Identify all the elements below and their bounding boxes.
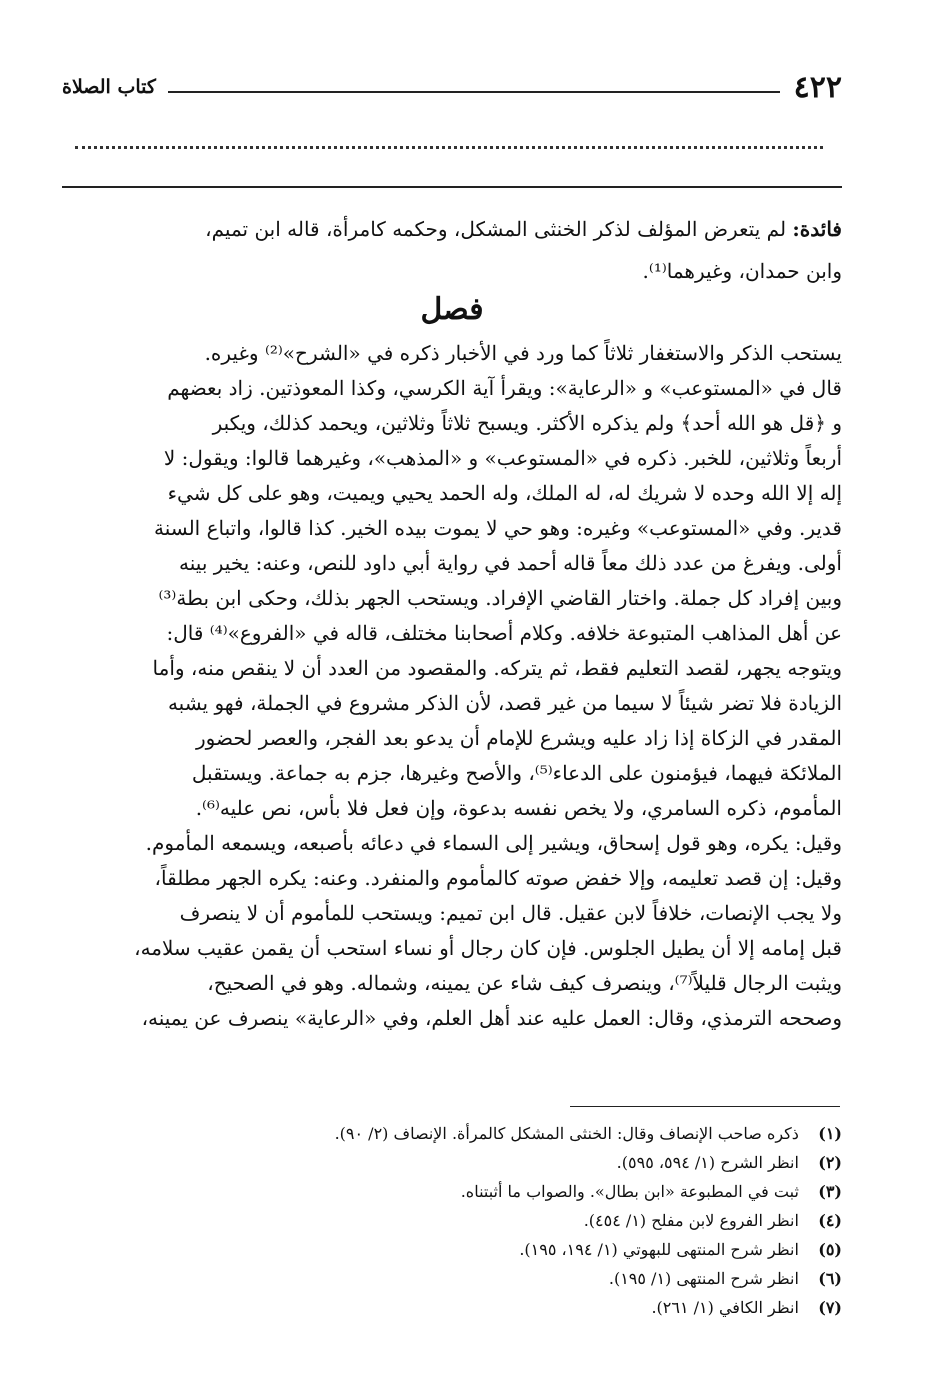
note-text: لم يتعرض المؤلف لذكر الخنثى المشكل، وحكمه كامرأة، قاله ابن تميم، <box>205 217 793 241</box>
note-line-2: وابن حمدان، وغيرهما⁽¹⁾. <box>642 259 842 283</box>
footnote-rule <box>570 1106 840 1107</box>
note-label: فائدة: <box>792 217 842 241</box>
running-title: كتاب الصلاة <box>62 76 156 98</box>
text-line: ويتوجه يجهر، لقصد التعليم فقط، ثم يتركه. والمقصود من العدد أن لا ينقص منه، وأما <box>152 656 842 680</box>
text-line: المقدر في الزكاة إذا زاد عليه ويشرع للإمام أن يدعو بعد الفجر، والعصر لحضور <box>196 726 842 750</box>
separator-rule <box>62 186 842 188</box>
footnote-text: انظر الكافي (١/ ٢٦١). <box>651 1298 799 1317</box>
text-line: إله إلا الله وحده لا شريك له، له الملك، وله الحمد يحيي ويميت، وهو على كل شيء <box>167 481 842 505</box>
footnote-number: (٥) <box>818 1240 842 1259</box>
footnote <box>62 1148 842 1177</box>
text-line: أربعاً وثلاثين، للخبر. ذكره في «المستوعب» و «المذهب»، وغيرهما قالوا: ويقول: لا <box>163 446 842 470</box>
footnote-number: (٣) <box>818 1182 842 1201</box>
text-line: وقيل: يكره، وهو قول إسحاق، ويشير إلى السماء في دعائه بأصبعه، ويسمعه المأموم. <box>145 831 842 855</box>
page-header <box>62 62 842 112</box>
text-line: قال في «المستوعب» و «الرعاية»: ويقرأ آية الكرسي، وكذا المعوذتين. زاد بعضهم <box>167 376 842 400</box>
footnote-text: انظر شرح المنتهى (١/ ١٩٥). <box>608 1269 799 1288</box>
header-rule <box>168 91 780 93</box>
main-text <box>62 336 842 1036</box>
text-line: عن أهل المذاهب المتبوعة خلافه. وكلام أصحابنا مختلف، قاله في «الفروع»⁽⁴⁾ قال: <box>166 621 842 645</box>
text-line: الملائكة فيهما، فيؤمنون على الدعاء⁽⁵⁾، والأصح وغيرها، جزم به جماعة. ويستقبل <box>191 761 842 785</box>
note-line-1 <box>62 208 842 250</box>
footnote <box>62 1293 842 1322</box>
page-number: ٤٢٢ <box>793 69 842 105</box>
footnote <box>62 1119 842 1148</box>
footnote-text: انظر شرح المنتهى للبهوتي (١/ ١٩٤، ١٩٥). <box>519 1240 799 1259</box>
text-line: قدير. وفي «المستوعب» وغيره: وهو حي لا يموت بيده الخير. كذا قالوا، واتباع السنة <box>153 516 842 540</box>
text-line: المأموم، ذكره السامري، ولا يخص نفسه بدعوة، وإن فعل فلا بأس، نص عليه⁽⁶⁾. <box>195 796 842 820</box>
text-line: أولى. ويفرغ من عدد ذلك معاً قاله أحمد في رواية أبي داود للنص، وعنه: يخير بينه <box>179 551 842 575</box>
dotted-separator <box>75 146 823 149</box>
text-line: يستحب الذكر والاستغفار ثلاثاً كما ورد في الأخبار ذكره في «الشرح»⁽²⁾ وغيره. <box>204 341 842 365</box>
text-line: و ﴿قل هو الله أحد﴾ ولم يذكره الأكثر. ويسبح ثلاثاً وثلاثين، ويحمد كذلك، ويكبر <box>212 411 842 435</box>
footnote-number: (٧) <box>818 1298 842 1317</box>
footnote <box>62 1206 842 1235</box>
text-line: ويثبت الرجال قليلاً⁽⁷⁾، وينصرف كيف شاء عن يمينه، وشماله. وهو في الصحيح، <box>207 971 842 995</box>
footnote-text: انظر الشرح (١/ ٥٩٤، ٥٩٥). <box>616 1153 799 1172</box>
text-line: قبل إمامه إلا أن يطيل الجلوس. فإن كان رجال أو نساء استحب أن يقمن عقيب سلامه، <box>134 936 842 960</box>
benefit-note <box>62 208 842 292</box>
footnote-number: (٤) <box>818 1211 842 1230</box>
text-line: الزيادة فلا تضر شيئاً لا سيما من غير قصد، لأن الذكر مشروع في الجملة، فهو يشبه <box>167 691 842 715</box>
footnote-number: (٢) <box>818 1153 842 1172</box>
footnote <box>62 1177 842 1206</box>
text-line: وبين إفراد كل جملة. واختار القاضي الإفراد. ويستحب الجهر بذلك، وحكى ابن بطة⁽³⁾ <box>158 586 842 610</box>
footnote-number: (٦) <box>818 1269 842 1288</box>
footnote <box>62 1264 842 1293</box>
text-line: ولا يجب الإنصات، خلافاً لابن عقيل. قال ابن تميم: ويستحب للمأموم أن لا ينصرف <box>179 901 842 925</box>
footnotes <box>62 1119 842 1322</box>
section-heading: فصل <box>420 292 484 327</box>
footnote-text: ذكره صاحب الإنصاف وقال: الخنثى المشكل كالمرأة. الإنصاف (٢/ ٩٠). <box>334 1124 799 1143</box>
text-line: وصححه الترمذي، وقال: العمل عليه عند أهل العلم، وفي «الرعاية» ينصرف عن يمينه، <box>141 1006 842 1030</box>
footnote-text: ثبت في المطبوعة «ابن بطال». والصواب ما أثبتناه. <box>460 1182 799 1201</box>
footnote-number: (١) <box>818 1124 842 1143</box>
footnote <box>62 1235 842 1264</box>
text-line: وقيل: إن قصد تعليمه، وإلا خفض صوته كالمأموم والمنفرد. وعنه: يكره الجهر مطلقاً، <box>154 866 842 890</box>
footnote-text: انظر الفروع لابن مفلح (١/ ٤٥٤). <box>583 1211 799 1230</box>
